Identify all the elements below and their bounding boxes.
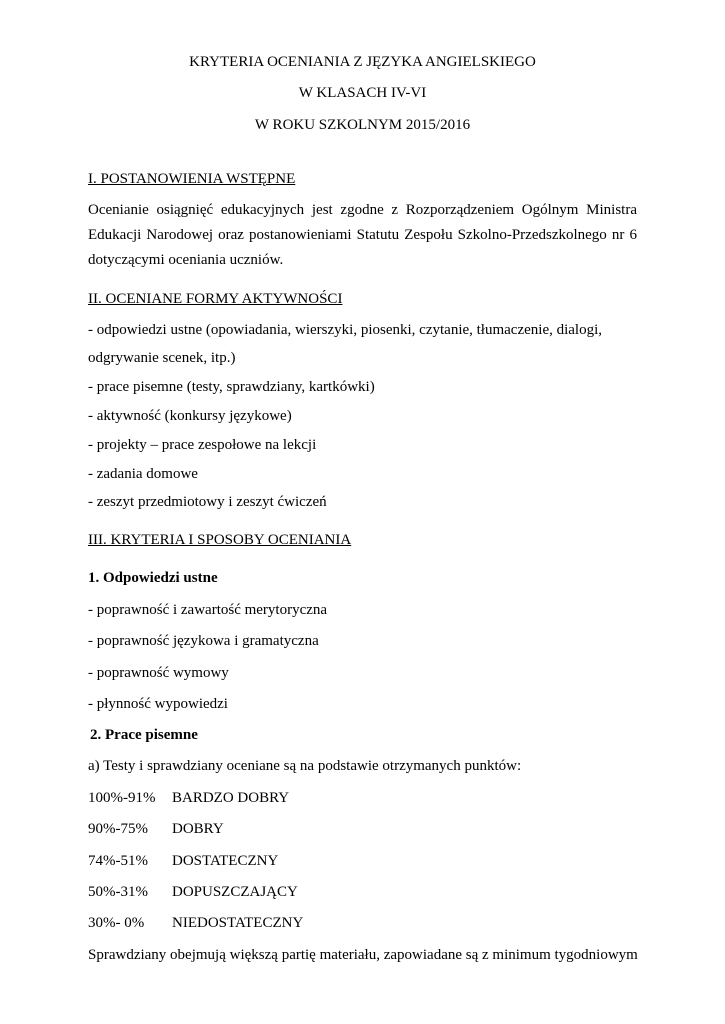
intro-paragraph-line-1: Ocenianie osiągnięć edukacyjnych jest zgodne z Rozporządzeniem Ogólnym Ministra: [88, 202, 637, 218]
list-item: - zadania domowe: [88, 466, 198, 482]
grade-range: 74%-51%: [88, 853, 148, 869]
document-title-line-1: KRYTERIA OCENIANIA Z JĘZYKA ANGIELSKIEGO: [189, 54, 536, 70]
section-heading-activity-forms: II. OCENIANE FORMY AKTYWNOŚCI: [88, 291, 343, 307]
grade-label: DOPUSZCZAJĄCY: [172, 884, 298, 900]
section-heading-criteria: III. KRYTERIA I SPOSOBY OCENIANIA: [88, 532, 352, 548]
list-item: - poprawność wymowy: [88, 665, 229, 681]
section-heading-introduction: I. POSTANOWIENIA WSTĘPNE: [88, 171, 296, 187]
grade-range: 100%-91%: [88, 790, 156, 806]
list-item: odgrywanie scenek, itp.): [88, 350, 236, 366]
grade-label: DOBRY: [172, 821, 224, 837]
document-title-line-2: W KLASACH IV-VI: [298, 85, 427, 101]
subsection-heading-oral: 1. Odpowiedzi ustne: [88, 570, 218, 586]
list-item: - zeszyt przedmiotowy i zeszyt ćwiczeń: [88, 494, 327, 510]
list-item: - projekty – prace zespołowe na lekcji: [88, 437, 317, 453]
list-item: - prace pisemne (testy, sprawdziany, kartkówki): [88, 379, 375, 395]
list-item: - poprawność i zawartość merytoryczna: [88, 602, 328, 618]
grade-label: BARDZO DOBRY: [172, 790, 290, 806]
grading-footer-text: Sprawdziany obejmują większą partię materiału, zapowiadane są z minimum tygodniowym: [88, 947, 638, 963]
grading-intro: a) Testy i sprawdziany oceniane są na podstawie otrzymanych punktów:: [88, 758, 522, 774]
grade-label: NIEDOSTATECZNY: [172, 915, 304, 931]
document-title-line-3: W ROKU SZKOLNYM 2015/2016: [254, 117, 471, 133]
intro-paragraph-line-2: Edukacji Narodowej oraz postanowieniami Statutu Zespołu Szkolno-Przedszkolnego nr 6: [88, 227, 637, 243]
list-item: - odpowiedzi ustne (opowiadania, wierszyki, piosenki, czytanie, tłumaczenie, dialogi,: [88, 322, 603, 338]
list-item: - aktywność (konkursy językowe): [88, 408, 292, 424]
grade-range: 30%- 0%: [88, 915, 145, 931]
grade-range: 50%-31%: [88, 884, 148, 900]
grade-range: 90%-75%: [88, 821, 148, 837]
intro-paragraph-line-3: dotyczącymi oceniania uczniów.: [88, 252, 284, 268]
grade-label: DOSTATECZNY: [172, 853, 279, 869]
list-item: - płynność wypowiedzi: [88, 696, 228, 712]
subsection-heading-written: 2. Prace pisemne: [90, 727, 198, 743]
list-item: - poprawność językowa i gramatyczna: [88, 633, 319, 649]
